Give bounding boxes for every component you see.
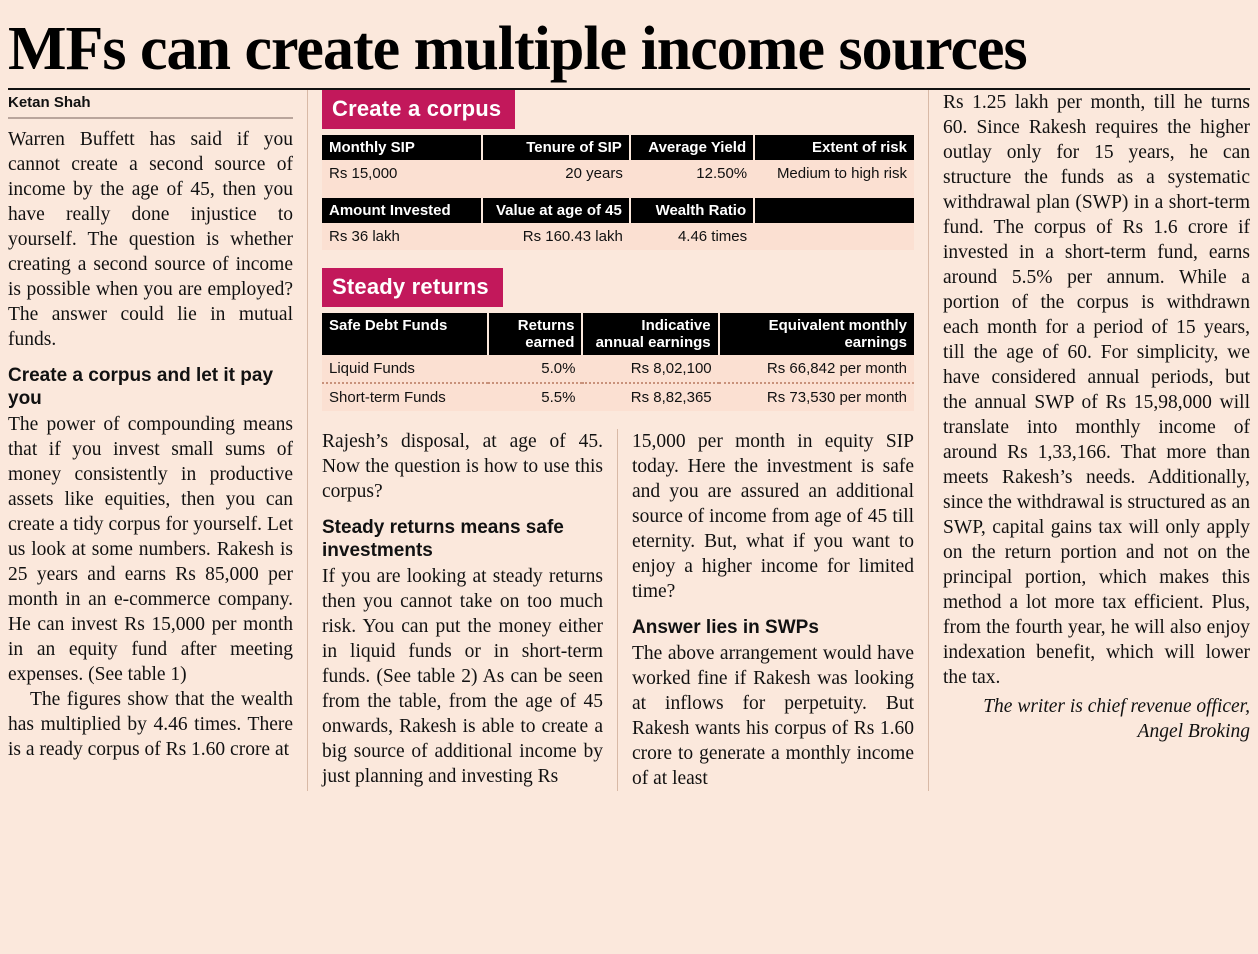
byline-divider <box>8 117 293 119</box>
article-body <box>0 90 1258 791</box>
table-header-cell: Equivalent monthly earnings <box>719 313 914 355</box>
paragraph: The above arrangement would have worked fine if Rakesh was looking at inflows for perpetuity. But Rakesh wants his corpus of Rs 1.60 crore to generate a monthly income of at least <box>632 643 914 789</box>
table-header-cell: Value at age of 45 <box>482 198 630 223</box>
table-cell: Rs 160.43 lakh <box>482 223 630 250</box>
table-cell: Medium to high risk <box>754 160 914 187</box>
table-cell: 5.5% <box>488 383 583 411</box>
table-header-cell <box>754 198 914 223</box>
table-title: Steady returns <box>322 268 503 307</box>
mid-subcolumn-left <box>322 429 618 791</box>
paragraph: Rs 1.25 lakh per month, till he turns 60. Since Rakesh requires the higher outlay only for 15 years, he can structure the funds as a systematic withdrawal plan (SWP) in a short-term fund. The corpus of Rs 1.6 crore if invested in a short-term fund, earns around 5.5% per annum. While a portion of the corpus is withdrawn each month for a period of 15 years, till the age of 60. For simplicity, we have considered annual periods, but the annual SWP of Rs 15,98,000 will translate into monthly income of around Rs 1,33,166. That more than meets Rakesh’s needs. Additionally, since the withdrawal is structured as an SWP, capital gains tax will only apply on the return portion and not on the principal portion, which makes this method a lot more tax efficient. Plus, from the fourth year, he will also enjoy indexation benefit, which will lower the tax. <box>943 92 1250 688</box>
table-header-row <box>322 313 914 355</box>
table-cell: 4.46 times <box>630 223 754 250</box>
table-header-cell: Extent of risk <box>754 135 914 160</box>
mid-subcolumn-right <box>618 429 914 791</box>
subheading-create-a-corpus: Create a corpus and let it pay you <box>8 365 274 409</box>
table-cell: Rs 36 lakh <box>322 223 482 250</box>
paragraph: The power of compounding means that if you invest small sums of money consistently in productive assets like equities, then you can create a tidy corpus for yourself. Let us look at some numbers. Rakesh is 25 years and earns Rs 85,000 per month in an e-commerce company. He can invest Rs 15,000 per month in an equity fund after meeting expenses. (See table 1) <box>8 414 293 685</box>
table-header-row <box>322 135 914 160</box>
table-cell: 5.0% <box>488 355 583 383</box>
paragraph: The figures show that the wealth has multiplied by 4.46 times. There is a ready corpus of Rs 1.60 crore at <box>8 689 293 760</box>
column-left <box>8 90 308 791</box>
table-cell <box>754 223 914 250</box>
table-spacer-cell <box>322 187 914 198</box>
table-row <box>322 160 914 187</box>
table-header-cell: Indicative annual earnings <box>582 313 718 355</box>
table-cell: Rs 73,530 per month <box>719 383 914 411</box>
table-header-cell: Tenure of SIP <box>482 135 630 160</box>
table <box>322 313 914 411</box>
page-title: MFs can create multiple income sources <box>8 15 1027 83</box>
column-middle <box>308 90 928 791</box>
table-cell: 20 years <box>482 160 630 187</box>
table <box>322 135 914 250</box>
table-cell: Liquid Funds <box>322 355 488 383</box>
paragraph: If you are looking at steady returns then you cannot take on too much risk. You can put the money either in liquid funds or in short-term funds. (See table 2) As can be seen from the table, from the age of 45 onwards, Rakesh is able to create a big source of additional income by just planning and investing Rs <box>322 566 603 787</box>
table-title: Create a corpus <box>322 90 515 129</box>
subheading-answer-lies-in-swps: Answer lies in SWPs <box>632 617 819 638</box>
table-cell: Rs 8,02,100 <box>582 355 718 383</box>
table-cell: Rs 66,842 per month <box>719 355 914 383</box>
table-create-a-corpus <box>322 90 914 250</box>
mid-subcolumns <box>322 429 914 791</box>
table-cell: Rs 8,82,365 <box>582 383 718 411</box>
table-cell: Rs 15,000 <box>322 160 482 187</box>
table-header-cell: Average Yield <box>630 135 754 160</box>
table-header-cell: Wealth Ratio <box>630 198 754 223</box>
writer-credit: The writer is chief revenue officer, Angel Broking <box>983 696 1250 742</box>
table-header-cell: Monthly SIP <box>322 135 482 160</box>
table-header-cell: Returns earned <box>488 313 583 355</box>
paragraph: Rajesh’s disposal, at age of 45. Now the question is how to use this corpus? <box>322 431 603 502</box>
table-row <box>322 355 914 383</box>
table-spacer-row <box>322 187 914 198</box>
table-cell: 12.50% <box>630 160 754 187</box>
paragraph: Warren Buffett has said if you cannot create a second source of income by the age of 45, then you have really done injustice to yourself. The question is whether creating a second source of income is possible when you are employed? The answer could lie in mutual funds. <box>8 129 293 350</box>
table-header-row <box>322 198 914 223</box>
table-steady-returns <box>322 268 914 411</box>
table-header-cell: Amount Invested <box>322 198 482 223</box>
table-cell: Short-term Funds <box>322 383 488 411</box>
byline: Ketan Shah <box>8 94 91 111</box>
table-row <box>322 383 914 411</box>
subheading-steady-returns: Steady returns means safe investments <box>322 517 564 561</box>
paragraph: 15,000 per month in equity SIP today. Here the investment is safe and you are assured an additional source of income from age of 45 till eternity. But, what if you want to enjoy a higher income for limited time? <box>632 431 914 602</box>
column-right <box>928 90 1250 791</box>
table-row <box>322 223 914 250</box>
table-header-cell: Safe Debt Funds <box>322 313 488 355</box>
